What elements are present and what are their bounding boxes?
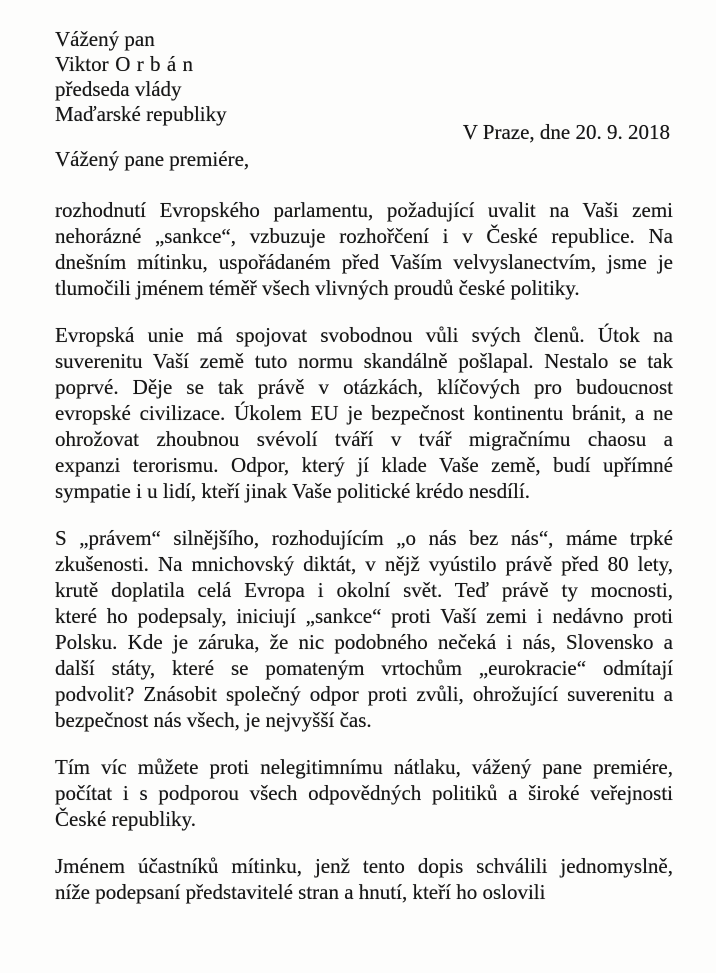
text-line: počítat i s podporou všech odpovědných politiků a široké veřejnosti [55,781,673,805]
recipient-last-name: Orbán [115,52,200,76]
text-line: Jménem účastníků mítinku, jenž tento dopis schválili jednomyslně, [55,854,673,878]
text-line: evropské civilizace. Úkolem EU je bezpečnost kontinentu bránit, a ne [55,401,673,425]
dateline: V Praze, dne 20. 9. 2018 [462,120,670,144]
recipient-name [55,52,227,77]
text-line: sympatie i u lidí, kteří jinak Vaše politické krédo nesdílí. [55,479,530,503]
text-line: tlumočili jménem téměř všech vlivných proudů české politiky. [55,276,580,300]
text-line: S „právem“ silnějšího, rozhodujícím „o nás bez nás“, máme trpké [55,526,673,550]
text-line: dnešním mítinku, uspořádaném před Vaším velvyslanectvím, jsme je [55,250,673,274]
text-line: krutě doplatila celá Evropa i okolní svět. Teď právě ty mocnosti, [55,578,673,602]
text-line: nehorázné „sankce“, vzbuzuje rozhořčení i v České republice. Na [55,224,673,248]
paragraph-3 [55,525,673,733]
greeting: Vážený pane premiére, [55,147,250,171]
text-line: zkušenosti. Na mnichovský diktát, v nějž vyústilo právě před 80 lety, [55,552,673,576]
paragraph-4 [55,754,673,832]
text-line: níže podepsaní představitelé stran a hnutí, kteří ho oslovili [55,880,546,904]
text-line: ohrožovat zhoubnou svévolí tváří v tvář migračnímu chaosu a [55,427,673,451]
text-line: Polsku. Kde je záruka, že nic podobného nečeká i nás, Slovensko a [55,630,673,654]
text-line: České republiky. [55,807,196,831]
recipient-address [55,27,227,127]
text-line: rozhodnutí Evropského parlamentu, požadující uvalit na Vaši zemi [55,198,673,222]
paragraph-5 [55,853,673,905]
text-line: další státy, které se pomateným vrtochům „eurokracie“ odmítají [55,656,673,680]
recipient-country: Maďarské republiky [55,102,227,126]
paragraph-1 [55,197,673,301]
recipient-first-name: Viktor [55,52,109,76]
text-line: které ho podepsaly, iniciují „sankce“ proti Vaší zemi i nedávno proti [55,604,673,628]
text-line: poprvé. Děje se tak právě v otázkách, klíčových pro budoucnost [55,375,673,399]
text-line: Evropská unie má spojovat svobodnou vůli svých členů. Útok na [55,323,673,347]
letter-body [55,197,673,905]
text-line: podvolit? Znásobit společný odpor proti zvůli, ohrožující suverenitu a [55,682,673,706]
recipient-honorific: Vážený pan [55,27,155,51]
text-line: expanzi terorismu. Odpor, který jí klade Vaše země, budí upřímné [55,453,673,477]
paragraph-2 [55,322,673,504]
text-line: Tím víc můžete proti nelegitimnímu nátlaku, vážený pane premiére, [55,755,673,779]
recipient-title: předseda vlády [55,77,182,101]
text-line: bezpečnost nás všech, je nejvyšší čas. [55,708,372,732]
text-line: suverenitu Vaší země tuto normu skandálně pošlapal. Nestalo se tak [55,349,673,373]
